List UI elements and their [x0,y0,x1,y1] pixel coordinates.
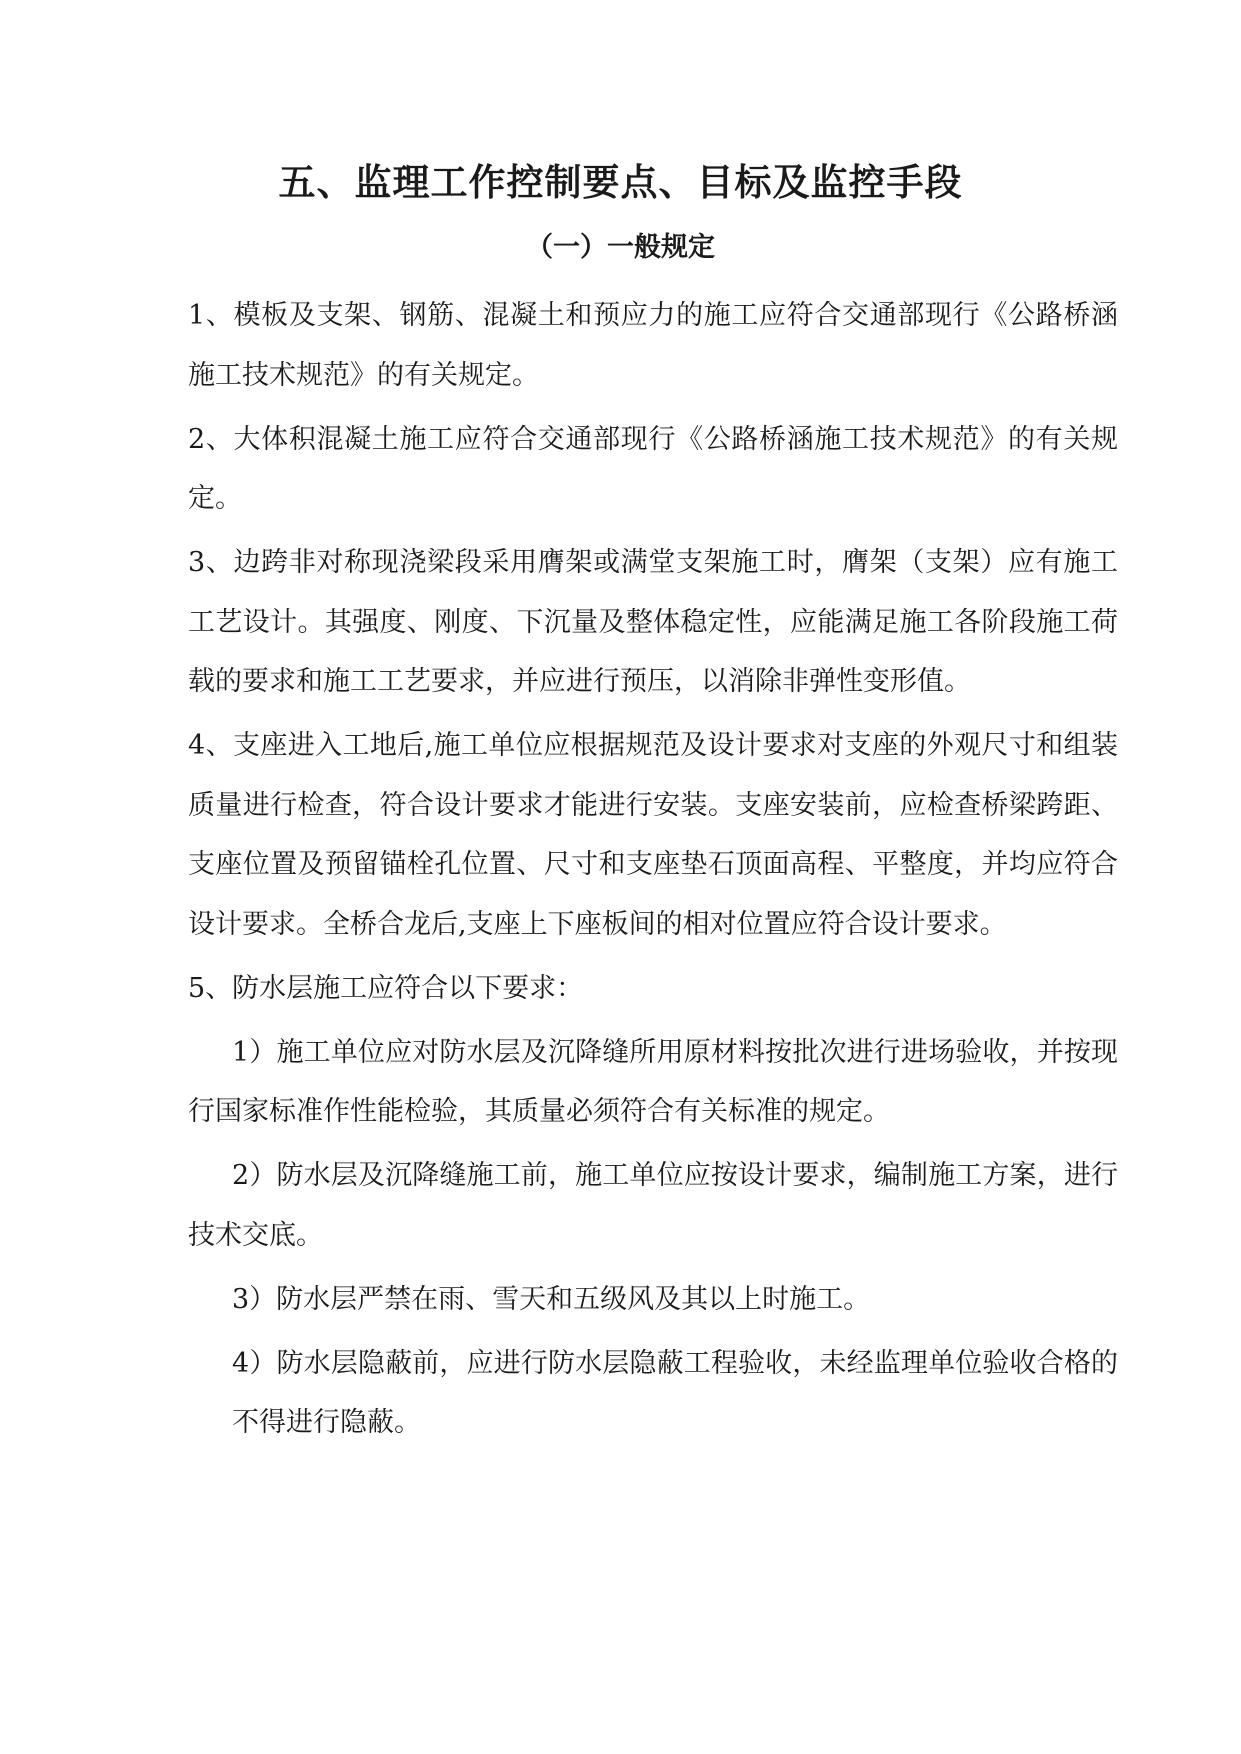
page-title: 五、监理工作控制要点、目标及监控手段 [278,160,963,204]
clause-5-item-2: 2）防水层及沉降缝施工前，施工单位应按设计要求，编制施工方案，进行技术交底。 [188,1160,1118,1251]
clause-5-item-3: 3）防水层严禁在雨、雪天和五级风及其以上时施工。 [232,1283,871,1315]
clause-5-item-1: 1）施工单位应对防水层及沉降缝所用原材料按批次进行进场验收，并按现行国家标准作性能检验，其质量必须符合有关标准的规定。 [188,1036,1118,1127]
clause-5: 5、防水层施工应符合以下要求： [188,972,584,1004]
clause-5-item-4: 4）防水层隐蔽前，应进行防水层隐蔽工程验收，未经监理单位验收合格的不得进行隐蔽。 [232,1347,1118,1438]
clause-3: 3、边跨非对称现浇梁段采用膺架或满堂支架施工时，膺架（支架）应有施工工艺设计。其强度、刚度、下沉量及整体稳定性，应能满足施工各阶段施工荷载的要求和施工工艺要求，并应进行预压，以消除非弹性变形值。 [188,547,1118,697]
document-body [188,286,1118,1457]
clause-1: 1、模板及支架、钢筋、混凝土和预应力的施工应符合交通部现行《公路桥涵施工技术规范》的有关规定。 [188,300,1118,391]
clause-2: 2、大体积混凝土施工应符合交通部现行《公路桥涵施工技术规范》的有关规定。 [188,423,1118,514]
clause-4: 4、支座进入工地后,施工单位应根据规范及设计要求对支座的外观尺寸和组装质量进行检查，符合设计要求才能进行安装。支座安装前，应检查桥梁跨距、支座位置及预留锚栓孔位置、尺寸和支座垫石顶面高程、平整度，并均应符合设计要求。全桥合龙后,支座上下座板间的相对位置应符合设计要求。 [188,730,1118,940]
section-subtitle: （一）一般规定 [526,232,715,263]
